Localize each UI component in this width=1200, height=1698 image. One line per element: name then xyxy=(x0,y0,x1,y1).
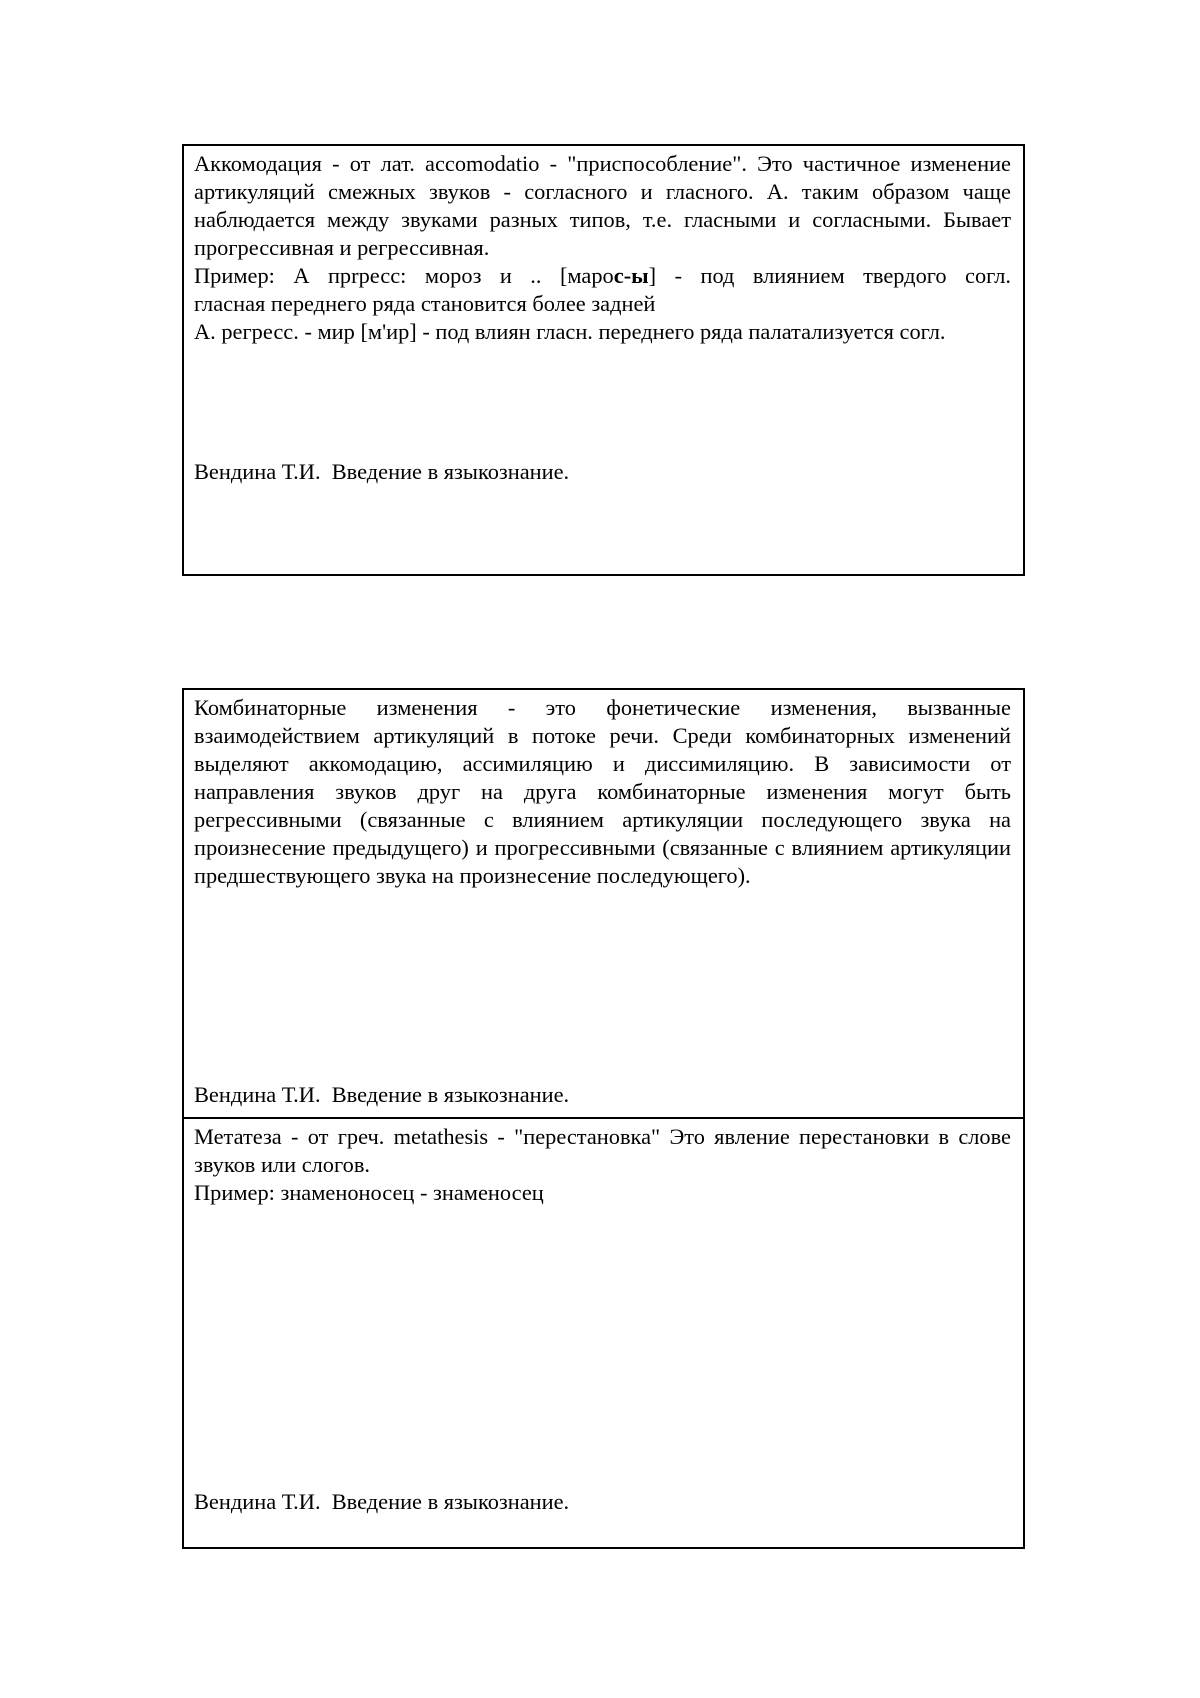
regressive-example: А. регресс. - мир [м'ир] - под влиян гласн. переднего ряда палатализуется согл. xyxy=(194,319,946,344)
card-source: Вендина Т.И. Введение в языкознание. xyxy=(194,459,570,484)
card-source: Вендина Т.И. Введение в языкознание. xyxy=(194,1489,570,1514)
example-text-start: Пример: А прrресс: мороз и .. [маро xyxy=(194,263,614,288)
card-metathesis xyxy=(182,1117,1025,1549)
card-combinatory-changes xyxy=(182,688,1025,1119)
card-accommodation xyxy=(182,144,1025,576)
example-explanation: гласная переднего ряда становится более задней xyxy=(194,291,656,316)
card-text xyxy=(194,1123,1011,1207)
card-text xyxy=(194,694,1011,890)
example-paragraph: Пример: знаменоносец - знаменосец xyxy=(194,1180,544,1205)
example-paragraph xyxy=(194,262,1011,290)
definition-paragraph: Комбинаторные изменения - это фонетические изменения, вызванные взаимодействием артикуляций в потоке речи. Среди комбинаторных изменений выделяют аккомодацию, ассимиляцию и диссимиляцию. В зависимости от направления звуков друг на друга комбинаторные изменения могут быть регрессивными (связанные с влиянием артикуляции последующего звука на произнесение предыдущего) и прогрессивными (связанные с влиянием артикуляции предшествующего звука на произнесение последующего). xyxy=(194,695,1011,888)
card-source: Вендина Т.И. Введение в языкознание. xyxy=(194,1082,570,1107)
example-text-bold: с-ы xyxy=(613,263,649,288)
definition-paragraph: Метатеза - от греч. metathesis - "перестановка" Это явление перестановки в слове звуков или слогов. xyxy=(194,1124,1011,1177)
card-text xyxy=(194,150,1011,346)
example-text-end: ] - под влиянием твердого согл. xyxy=(648,263,1011,288)
definition-paragraph: Аккомодация - от лат. accomodatio - "приспособление". Это частичное изменение артикуляций смежных звуков - согласного и гласного. А. таким образом чаще наблюдается между звуками разных типов, т.е. гласными и согласными. Бывает прогрессивная и регрессивная. xyxy=(194,151,1011,260)
